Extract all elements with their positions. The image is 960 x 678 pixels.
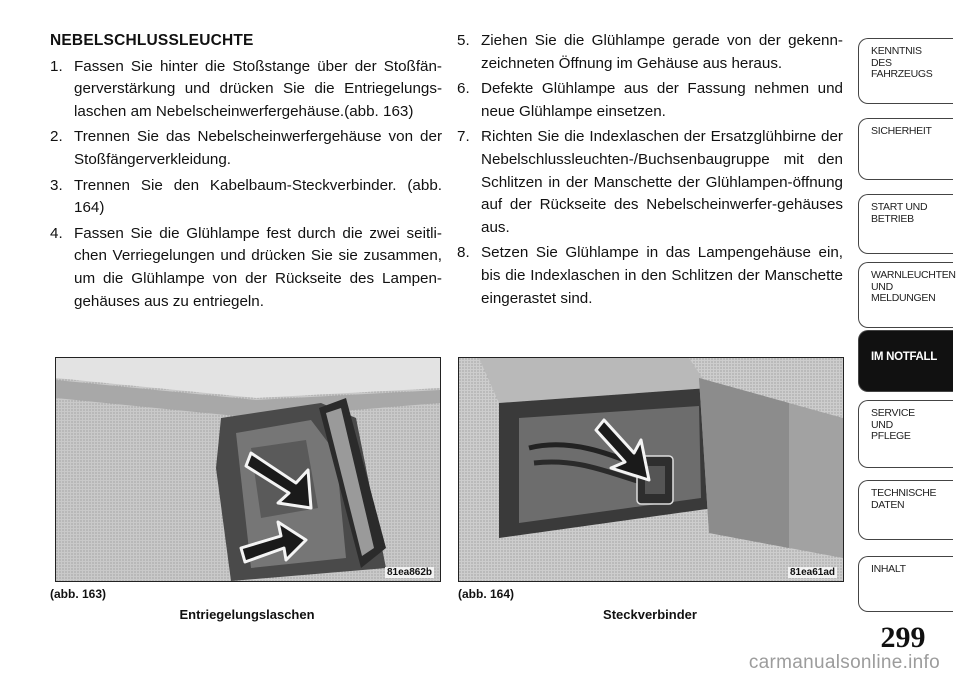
step-number: 5. <box>457 32 470 49</box>
section-heading: NEBELSCHLUSSLEUCHTE <box>50 32 254 49</box>
step-item <box>457 242 843 310</box>
right-column <box>457 30 843 313</box>
tab-inhalt[interactable]: INHALT <box>858 556 953 612</box>
step-item <box>50 56 442 124</box>
release-tabs-illustration <box>56 358 440 581</box>
page-number: 299 <box>880 621 926 654</box>
step-number: 7. <box>457 128 470 146</box>
step-item <box>50 175 442 220</box>
step-number: 6. <box>457 80 470 98</box>
tab-service-und-pflege[interactable]: SERVICE UND PFLEGE <box>858 400 953 468</box>
figure-code: 81ea862b <box>386 567 432 578</box>
step-text: Ziehen Sie die Glühlampe gerade von der gekenn-zeichneten Öffnung im Gehäuse aus heraus. <box>481 32 843 72</box>
left-column <box>50 30 442 316</box>
step-text: Defekte Glühlampe aus der Fassung nehmen und neue Glühlampe einsetzen. <box>481 80 843 120</box>
tab-warnleuchten-und-meldungen[interactable]: WARNLEUCHTEN UND MELDUNGEN <box>858 262 953 328</box>
figure-code: 81ea61ad <box>789 567 835 578</box>
tab-technische-daten[interactable]: TECHNISCHE DATEN <box>858 480 953 540</box>
watermark: carmanualsonline.info <box>748 652 940 673</box>
step-item <box>457 126 843 239</box>
step-item <box>50 126 442 171</box>
step-text: Trennen Sie das Nebelscheinwerfergehäuse von der Stoßfängerverkleidung. <box>74 128 442 168</box>
connector-illustration <box>459 358 843 581</box>
step-number: 3. <box>50 176 63 194</box>
figure-number: (abb. 163) <box>50 587 107 601</box>
tab-start-und-betrieb[interactable]: START UND BETRIEB <box>858 194 953 254</box>
step-text: Richten Sie die Indexlaschen der Ersatzglühbirne der Nebelschlussleuchten-/Buchsenbaugruppe mit den Schlitzen in der Manschette der Glühlampen-öffnung auf der Rückseite des Nebelscheinwerfer-gehäuses aus. <box>481 128 843 236</box>
step-text: Setzen Sie Glühlampe in das Lampengehäuse ein, bis die Indexlaschen in den Schlitzen der Manschette eingerastet sind. <box>481 244 843 307</box>
figure-number: (abb. 164) <box>458 587 515 601</box>
step-text: Fassen Sie hinter die Stoßstange über der Stoßfän-gerverstärkung und drücken Sie die Entriegelungs-laschen am Nebelscheinwerfergehäuse.(abb. 163) <box>74 57 442 120</box>
figure-caption: Steckverbinder <box>603 607 697 622</box>
step-item <box>457 78 843 123</box>
step-number: 1. <box>50 57 63 75</box>
step-number: 8. <box>457 244 470 262</box>
tab-kenntnis-des-fahrzeugs[interactable]: KENNTNIS DES FAHRZEUGS <box>858 38 953 104</box>
step-text: Fassen Sie die Glühlampe fest durch die zwei seitli-chen Verriegelungen und drücken Sie sie zusammen, um die Glühlampe von der Rückseite des Lampen-gehäuses aus zu entriegeln. <box>74 224 442 310</box>
step-item <box>50 223 442 313</box>
tab-sicherheit[interactable]: SICHERHEIT <box>858 118 953 180</box>
figure-caption: Entriegelungslaschen <box>179 607 315 622</box>
step-number: 2. <box>50 128 63 146</box>
tab-im-notfall[interactable]: IM NOTFALL <box>858 330 953 392</box>
step-item <box>457 30 843 75</box>
chapter-sidebar <box>858 0 960 678</box>
step-text: Trennen Sie den Kabelbaum-Steckverbinder. (abb. 164) <box>74 176 442 217</box>
step-number: 4. <box>50 224 63 242</box>
figure-connector <box>458 357 844 582</box>
figure-release-tabs <box>55 357 441 582</box>
